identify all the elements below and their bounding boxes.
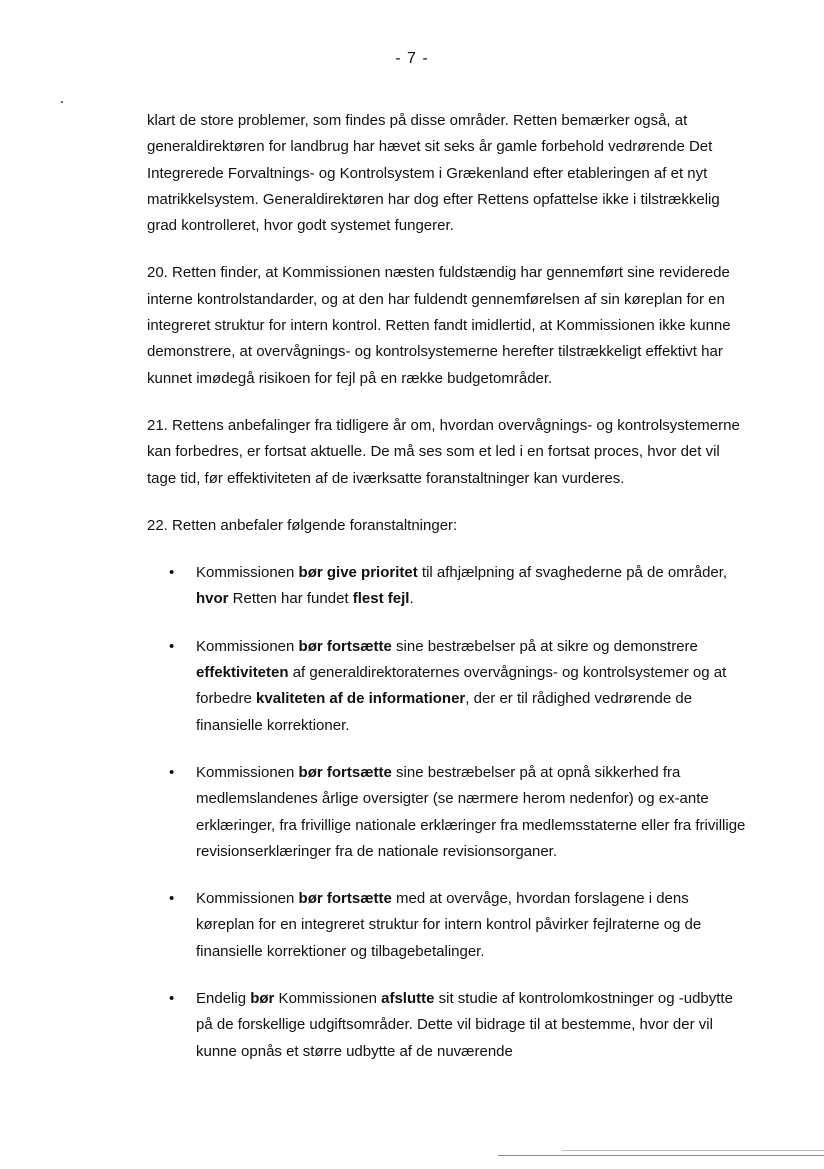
body-text: Kommissionen: [196, 763, 299, 781]
paragraph-21: 21. Rettens anbefalinger fra tidligere år om, hvordan overvågnings- og kontrolsystemerne kan forbedres, er fortsat aktuelle. De må ses som et led i en fortsat proces, hvor det vil tage tid, før effektiviteten af de iværksatte foranstaltninger kan vurderes.: [147, 416, 740, 487]
recommendation-text: [196, 564, 727, 607]
recommendation-item: [147, 886, 747, 965]
document-body: [147, 108, 747, 1086]
body-text: Endelig: [196, 990, 251, 1008]
bullet-icon: •: [169, 564, 175, 582]
body-text: Kommissionen: [196, 890, 299, 908]
body-text: med at overvåge, hvordan forslagene i dens køreplan for en integreret struktur for intern kontrol påvirker fejlraterne og de finansielle korrektioner og tilbagebetalinger.: [196, 890, 702, 960]
recommendation-item: [147, 560, 747, 613]
emphasis-text: afslutte: [381, 990, 435, 1008]
body-text: Retten har fundet: [228, 590, 353, 608]
bullet-icon: •: [169, 990, 175, 1008]
footer-rule: [498, 1155, 824, 1156]
body-text: Kommissionen: [274, 990, 382, 1008]
page-number: - 7 -: [395, 50, 429, 67]
body-text: til afhjælpning af svaghederne på de områder,: [417, 564, 728, 582]
recommendation-item: [147, 634, 747, 739]
emphasis-text: bør fortsætte: [298, 890, 392, 908]
emphasis-text: bør fortsætte: [298, 763, 392, 781]
body-text: Kommissionen: [196, 637, 299, 655]
emphasis-text: bør: [250, 990, 275, 1008]
recommendation-list: [147, 560, 747, 1065]
body-text: , der er til rådighed vedrørende de finansielle korrektioner.: [196, 690, 693, 734]
paragraph-intro: klart de store problemer, som findes på disse områder. Retten bemærker også, at generaldirektøren for landbrug har hævet sit seks år gamle forbehold vedrørende Det Integrerede Forvaltnings- og Kontrolsystem i Grækenland efter etableringen af et nyt matrikkelsystem. Generaldirektøren har dog efter Rettens opfattelse ikke i tilstrækkelig grad kontrolleret, hvor godt systemet fungerer.: [147, 112, 720, 235]
recommendation-text: [196, 638, 726, 734]
recommendation-text: [196, 990, 733, 1060]
bullet-icon: •: [169, 890, 175, 908]
recommendation-text: [196, 890, 701, 960]
emphasis-text: hvor: [196, 590, 229, 608]
body-text: Kommissionen: [196, 564, 299, 582]
bullet-icon: •: [169, 637, 175, 655]
body-text: sit studie af kontrolomkostninger og -udbytte på de forskellige udgiftsområder. Dette vil bidrage til at bestemme, hvor der vil kunne opnås et større udbytte af de nuværende: [196, 990, 733, 1060]
body-text: sine bestræbelser på at opnå sikkerhed fra medlemslandenes årlige oversigter (se nærmere herom nedenfor) og ex-ante erklæringer, fra frivillige nationale erklæringer fra medlemsstaterne eller fra frivillige revisionserklæringer fra de nationale revisionsorganer.: [196, 763, 746, 860]
body-text: sine bestræbelser på at sikre og demonstrere: [391, 637, 698, 655]
recommendation-text: [196, 764, 745, 860]
body-text: af generaldirektoraternes overvågnings- og kontrolsystemer og at forbedre: [196, 664, 727, 708]
emphasis-text: flest fejl: [352, 590, 410, 608]
paragraph-20: 20. Retten finder, at Kommissionen næsten fuldstændig har gennemført sine reviderede interne kontrolstandarder, og at den har fuldendt gennemførelsen af sin køreplan for en integreret struktur for intern kontrol. Retten fandt imidlertid, at Kommissionen ikke kunne demonstrere, at overvågnings- og kontrolsystemerne herefter tilstrækkeligt effektivt har kunnet imødegå risikoen for fejl på en række budgetområder.: [147, 264, 731, 387]
body-text: .: [409, 590, 414, 608]
bullet-icon: •: [169, 763, 175, 781]
recommendation-item: [147, 986, 747, 1065]
paragraph-22: 22. Retten anbefaler følgende foranstaltninger:: [147, 516, 458, 534]
emphasis-text: effektiviteten: [196, 664, 289, 682]
scan-speck: [61, 101, 63, 103]
emphasis-text: kvaliteten af de informationer: [256, 690, 466, 708]
emphasis-text: bør give prioritet: [298, 564, 418, 582]
recommendation-item: [147, 760, 747, 865]
emphasis-text: bør fortsætte: [298, 637, 392, 655]
scan-edge-line: [562, 1150, 824, 1151]
